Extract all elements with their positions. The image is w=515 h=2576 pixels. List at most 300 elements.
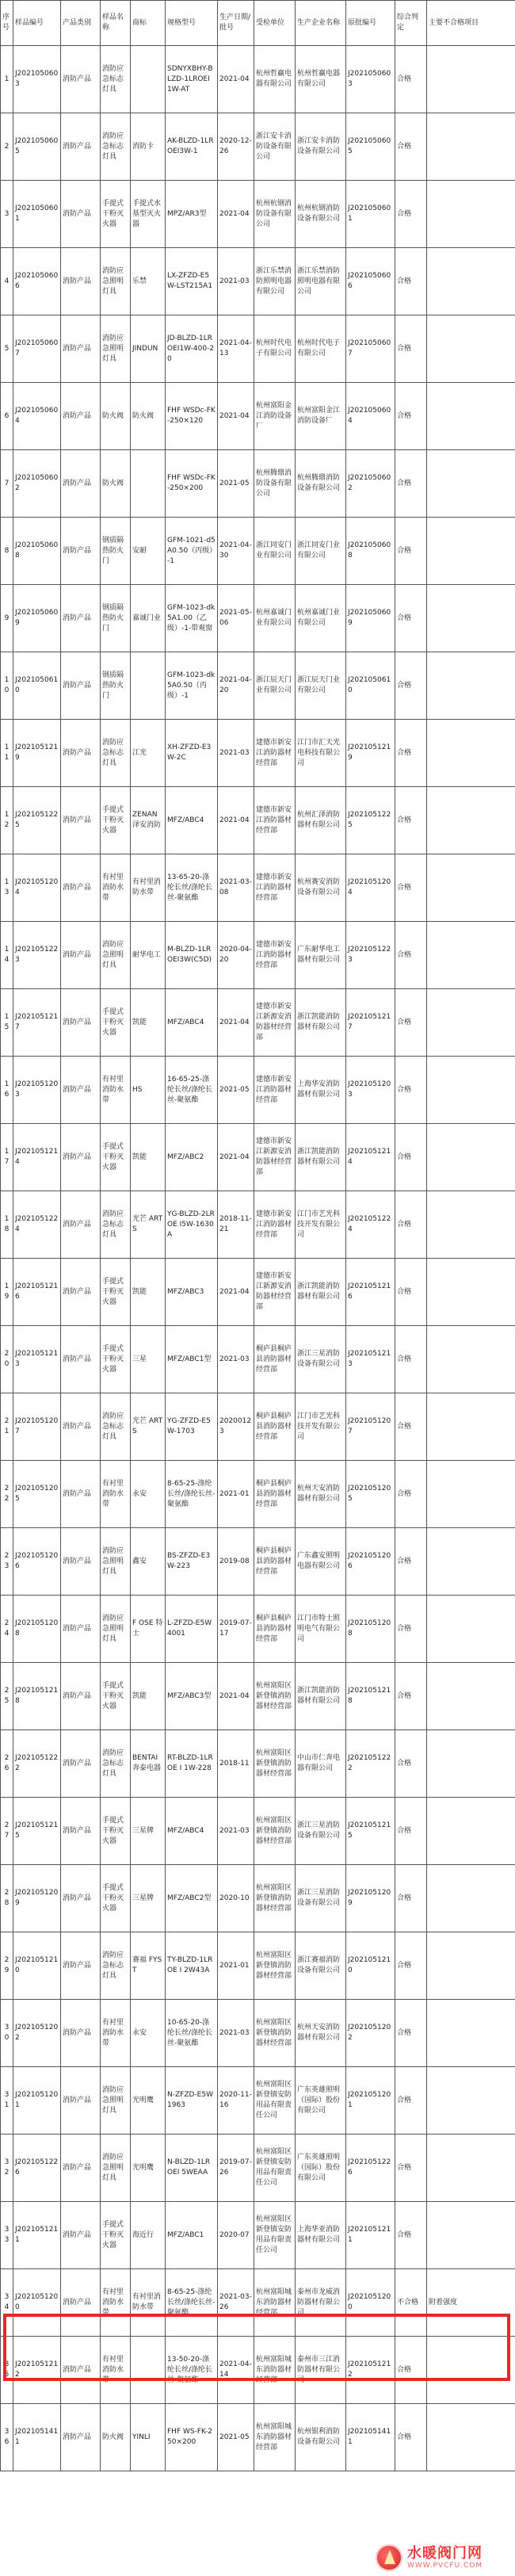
cell-production-date: 2021-03 [218,1326,254,1393]
site-watermark [376,2543,510,2573]
cell-defect-items [427,652,515,720]
cell-category: 消防产品 [61,1596,101,1663]
cell-category: 消防产品 [61,1932,101,2000]
cell-verdict: 合格 [395,248,427,315]
cell-category: 消防产品 [61,1393,101,1461]
cell-index: 32 [1,2135,13,2202]
cell-verdict: 合格 [395,989,427,1057]
cell-sample-no: J2021050601 [13,181,61,248]
table-row [1,2337,515,2404]
cell-brand: BENTAI 奔泰电器 [131,1730,166,1798]
cell-verdict: 合格 [395,1932,427,2000]
cell-manufacturer: 浙江三星消防设备有限公司 [296,1865,346,1932]
column-header: 规格型号 [166,1,218,46]
cell-defect-items [427,989,515,1057]
cell-production-date: 2021-04-20 [218,652,254,720]
cell-defect-items [427,181,515,248]
cell-model: FHF WS-FK-250×200 [166,2404,218,2471]
cell-brand: 赛福 FYST [131,1932,166,2000]
cell-manufacturer: 泰州市龙威消防器材有限公司 [296,2269,346,2337]
table-row [1,1461,515,1528]
cell-index: 22 [1,1461,13,1528]
cell-inspected-unit: 杭州杭钢消防设备有限公司 [254,181,296,248]
table-row [1,113,515,181]
cell-model: MFZ/ABC3型 [166,1663,218,1730]
cell-defect-items [427,1393,515,1461]
cell-production-date: 2020-04-20 [218,922,254,989]
column-header: 产品类别 [61,1,101,46]
cell-production-date: 2021-04 [218,46,254,113]
table-row [1,854,515,922]
table-row [1,1259,515,1326]
cell-sample-no: J2021051225 [13,787,61,854]
table-row [1,2202,515,2269]
cell-product-name: 消防应急标志灯具 [101,113,131,181]
cell-index: 34 [1,2269,13,2337]
cell-manufacturer: 江门市汇天光电科技有限公司 [296,720,346,787]
cell-inspected-unit: 浙江乐禁消防照明电器有限公司 [254,248,296,315]
cell-manufacturer: 浙江安卡消防设备有限公司 [296,113,346,181]
cell-manufacturer: 杭州哲赢电器有限公司 [296,46,346,113]
cell-index: 27 [1,1798,13,1865]
column-header: 生产企业名称 [296,1,346,46]
cell-batch-no: J2021050608 [346,518,395,585]
cell-product-name: 消防应急照明灯具 [101,248,131,315]
cell-product-name: 手提式干粉灭火器 [101,1663,131,1730]
cell-model: MFZ/ABC1型 [166,1326,218,1393]
cell-category: 消防产品 [61,315,101,383]
cell-verdict: 合格 [395,2404,427,2471]
cell-defect-items [427,787,515,854]
cell-verdict: 不合格 [395,2269,427,2337]
cell-index: 1 [1,46,13,113]
cell-category: 消防产品 [61,46,101,113]
cell-defect-items [427,1798,515,1865]
column-header: 主要不合格项目 [427,1,515,46]
cell-index: 16 [1,1057,13,1124]
cell-category: 消防产品 [61,1191,101,1259]
cell-verdict: 合格 [395,1865,427,1932]
table-row [1,1932,515,2000]
table-row [1,1191,515,1259]
cell-manufacturer: 杭州银利消防设备有限公司 [296,2404,346,2471]
cell-product-name: 消防应急标志灯具 [101,46,131,113]
cell-model: N-BLZD-1LROEI 5WEAA [166,2135,218,2202]
cell-inspected-unit: 建德市新安江消防器材经营部 [254,1191,296,1259]
cell-index: 21 [1,1393,13,1461]
cell-defect-items [427,2404,515,2471]
cell-batch-no: J2021051203 [346,1057,395,1124]
cell-batch-no: J2021050603 [346,46,395,113]
cell-sample-no: J2021051204 [13,854,61,922]
cell-production-date: 20200123 [218,1393,254,1461]
cell-defect-items [427,46,515,113]
cell-model: YG-ZFZD-E5W-1703 [166,1393,218,1461]
cell-manufacturer: 浙江凯能消防器材有限公司 [296,1124,346,1191]
cell-sample-no: J2021051206 [13,1528,61,1596]
table-row [1,2135,515,2202]
cell-brand: 凯能 [131,1259,166,1326]
cell-verdict: 合格 [395,1528,427,1596]
cell-production-date: 2021-03 [218,720,254,787]
cell-product-name: 钢质隔热防火门 [101,652,131,720]
cell-verdict: 合格 [395,1393,427,1461]
cell-batch-no: J2021051224 [346,1191,395,1259]
cell-index: 9 [1,585,13,652]
cell-manufacturer: 广东耐华电工器材有限公司 [296,922,346,989]
cell-batch-no: J2021050602 [346,450,395,518]
cell-production-date: 2020-11-16 [218,2067,254,2135]
cell-category: 消防产品 [61,989,101,1057]
cell-inspected-unit: 建德市新安江消防器材经营部 [254,720,296,787]
cell-batch-no: J2021051215 [346,1798,395,1865]
cell-index: 33 [1,2202,13,2269]
cell-defect-items [427,383,515,450]
table-row [1,1326,515,1393]
cell-category: 消防产品 [61,2067,101,2135]
cell-index: 12 [1,787,13,854]
cell-defect-items [427,518,515,585]
cell-sample-no: J2021051217 [13,989,61,1057]
cell-verdict: 合格 [395,922,427,989]
cell-production-date: 2021-05-06 [218,585,254,652]
cell-batch-no: J2021051201 [346,2067,395,2135]
cell-brand: 光明鹰 [131,2135,166,2202]
cell-brand: 光芒 ARTS [131,1191,166,1259]
cell-inspected-unit: 建德市新安江新源安消防器材经营部 [254,989,296,1057]
cell-model: GFM-1023-dk5A0.50（丙级）-1 [166,652,218,720]
table-row [1,1057,515,1124]
cell-production-date: 2021-04 [218,1663,254,1730]
cell-verdict: 合格 [395,181,427,248]
cell-batch-no: J2021051214 [346,1124,395,1191]
cell-product-name: 消防应急照明灯具 [101,1528,131,1596]
cell-defect-items [427,315,515,383]
cell-index: 19 [1,1259,13,1326]
table-row [1,922,515,989]
cell-defect-items [427,450,515,518]
table-row [1,2269,515,2337]
cell-production-date: 2021-04-13 [218,315,254,383]
column-header: 受检单位 [254,1,296,46]
cell-category: 消防产品 [61,652,101,720]
cell-batch-no: J2021051212 [346,2337,395,2404]
cell-brand: 三星牌 [131,1865,166,1932]
cell-index: 18 [1,1191,13,1259]
cell-brand: 江光 [131,720,166,787]
column-header: 样品编号 [13,1,61,46]
table-row [1,248,515,315]
cell-sample-no: J2021051202 [13,2000,61,2067]
cell-inspected-unit: 杭州富阳城东消防器材经营部 [254,2269,296,2337]
cell-batch-no: J2021051209 [346,1865,395,1932]
cell-category: 消防产品 [61,1663,101,1730]
cell-verdict: 合格 [395,1259,427,1326]
cell-batch-no: J2021051211 [346,2202,395,2269]
cell-category: 消防产品 [61,2337,101,2404]
cell-inspected-unit: 建德市新安江新源安消防器材经营部 [254,1259,296,1326]
cell-inspected-unit: 杭州富阳城东消防器材经营部 [254,2337,296,2404]
cell-defect-items [427,1663,515,1730]
cell-brand: 凯能 [131,989,166,1057]
cell-batch-no: J2021050606 [346,248,395,315]
cell-defect-items [427,1057,515,1124]
cell-defect-items [427,720,515,787]
table-row [1,2000,515,2067]
column-header: 生产日期/批号 [218,1,254,46]
table-row [1,1663,515,1730]
cell-verdict: 合格 [395,1663,427,1730]
cell-verdict: 合格 [395,1057,427,1124]
cell-inspected-unit: 桐庐县桐庐县消防器材经营部 [254,1596,296,1663]
cell-sample-no: J2021050610 [13,652,61,720]
cell-manufacturer: 杭州时代电子有限公司 [296,315,346,383]
cell-model: JD-BLZD-1LROEI1W-400-20 [166,315,218,383]
table-row [1,1393,515,1461]
cell-sample-no: J2021051222 [13,1730,61,1798]
watermark-text [407,2546,483,2570]
column-header: 序号 [1,1,13,46]
cell-inspected-unit: 杭州腾鼎消防设备有限公司 [254,450,296,518]
cell-manufacturer: 江门市特士照明电气有限公司 [296,1596,346,1663]
cell-index: 10 [1,652,13,720]
cell-brand [131,46,166,113]
cell-product-name: 消防应急照明灯具 [101,2067,131,2135]
cell-brand: 嘉诚门业 [131,585,166,652]
cell-category: 消防产品 [61,518,101,585]
cell-production-date: 2021-05 [218,450,254,518]
cell-inspected-unit: 建德市新安江新源安消防器材经营部 [254,1124,296,1191]
cell-model: AK-BLZD-1LROEI3W-1 [166,113,218,181]
cell-category: 消防产品 [61,1461,101,1528]
cell-inspected-unit: 建德市新安江消防器材经营部 [254,854,296,922]
cell-category: 消防产品 [61,922,101,989]
cell-sample-no: J2021051209 [13,1865,61,1932]
cell-manufacturer: 浙江三星消防设备有限公司 [296,1326,346,1393]
cell-defect-items [427,1596,515,1663]
header-row [1,1,515,46]
cell-production-date: 2019-08 [218,1528,254,1596]
table-row [1,1798,515,1865]
column-header: 样品名称 [101,1,131,46]
cell-category: 消防产品 [61,2135,101,2202]
table-row [1,652,515,720]
cell-sample-no: J2021050604 [13,383,61,450]
cell-model: FHF WSDc-FK-250×200 [166,450,218,518]
cell-manufacturer: 浙江同安门业有限公司 [296,518,346,585]
cell-production-date: 2018-11-21 [218,1191,254,1259]
cell-defect-items [427,2000,515,2067]
cell-sample-no: J2021051211 [13,2202,61,2269]
cell-sample-no: J2021051207 [13,1393,61,1461]
cell-product-name: 手提式干粉灭火器 [101,181,131,248]
cell-brand: 海近行 [131,2202,166,2269]
cell-verdict: 合格 [395,2000,427,2067]
cell-verdict: 合格 [395,2135,427,2202]
cell-sample-no: J2021051213 [13,1326,61,1393]
cell-category: 消防产品 [61,787,101,854]
cell-brand: 防火阀 [131,383,166,450]
cell-production-date: 2021-03 [218,248,254,315]
cell-batch-no: J2021051219 [346,720,395,787]
cell-index: 17 [1,1124,13,1191]
cell-inspected-unit: 杭州哲赢电器有限公司 [254,46,296,113]
cell-batch-no: J2021050607 [346,315,395,383]
cell-batch-no: J2021051225 [346,787,395,854]
cell-manufacturer: 浙江凯能消防器材有限公司 [296,1663,346,1730]
cell-production-date: 2021-04 [218,1259,254,1326]
cell-model: MFZ/ABC4 [166,989,218,1057]
cell-product-name: 手提式干粉灭火器 [101,989,131,1057]
cell-batch-no: J2021050601 [346,181,395,248]
table-row [1,383,515,450]
cell-production-date: 2020-12-26 [218,113,254,181]
cell-brand: 鑫安 [131,1528,166,1596]
cell-production-date: 2018-11 [218,1730,254,1798]
cell-production-date: 2019-07-17 [218,1596,254,1663]
cell-brand: 有衬里消防水带 [131,2269,166,2337]
column-header: 商标 [131,1,166,46]
cell-inspected-unit: 桐庐县桐庐县消防器材经营部 [254,1393,296,1461]
cell-verdict: 合格 [395,854,427,922]
cell-inspected-unit: 浙江同安门业有限公司 [254,518,296,585]
cell-index: 24 [1,1596,13,1663]
cell-verdict: 合格 [395,518,427,585]
cell-verdict: 合格 [395,46,427,113]
cell-inspected-unit: 杭州富阳区新登镇消防器材经营部 [254,2000,296,2067]
cell-manufacturer: 上海华安消防器材有限公司 [296,1057,346,1124]
cell-index: 11 [1,720,13,787]
cell-manufacturer: 江门市艺光科技开发有限公司 [296,1191,346,1259]
cell-sample-no: J2021051226 [13,2135,61,2202]
cell-product-name: 防火阀 [101,383,131,450]
cell-product-name: 有衬里消防水带 [101,2337,131,2404]
cell-category: 消防产品 [61,585,101,652]
cell-inspected-unit: 杭州富阳金江消防设备厂 [254,383,296,450]
cell-category: 消防产品 [61,248,101,315]
cell-inspected-unit: 杭州富阳区新登镇消防器材经营部 [254,1932,296,2000]
cell-verdict: 合格 [395,1596,427,1663]
cell-category: 消防产品 [61,113,101,181]
cell-production-date: 2021-03 [218,1798,254,1865]
cell-manufacturer: 浙江凯能消防器材有限公司 [296,1259,346,1326]
cell-defect-items [427,1326,515,1393]
cell-defect-items [427,248,515,315]
cell-product-name: 手提式干粉灭火器 [101,1798,131,1865]
cell-verdict: 合格 [395,585,427,652]
cell-production-date: 2021-04 [218,787,254,854]
cell-brand: 手提式水基型灭火器 [131,181,166,248]
cell-model: MFZ/ABC3 [166,1259,218,1326]
cell-model: LX-ZFZD-E5W-LST215A1 [166,248,218,315]
cell-production-date: 2021-03 [218,2000,254,2067]
cell-defect-items [427,1730,515,1798]
cell-sample-no: J2021050606 [13,248,61,315]
cell-batch-no: J2021050609 [346,585,395,652]
cell-batch-no: J2021051217 [346,989,395,1057]
cell-defect-items [427,585,515,652]
cell-manufacturer: 浙江乐禁消防照明电器有限公司 [296,248,346,315]
cell-category: 消防产品 [61,854,101,922]
table-row [1,989,515,1057]
cell-defect-items [427,2202,515,2269]
cell-manufacturer: 浙江赛福消防设备有限公司 [296,1932,346,2000]
cell-inspected-unit: 杭州富阳区新登镇消防器材经营部 [254,1663,296,1730]
column-header: 原批编号 [346,1,395,46]
cell-manufacturer: 杭州杭钢消防设备有限公司 [296,181,346,248]
cell-product-name: 手提式干粉灭火器 [101,787,131,854]
cell-batch-no: J2021050604 [346,383,395,450]
cell-product-name: 消防应急标志灯具 [101,1730,131,1798]
cell-batch-no: J2021050605 [346,113,395,181]
cell-manufacturer: 上海华亚消防器材有限公司 [296,2202,346,2269]
cell-inspected-unit: 桐庐县桐庐县消防器材经营部 [254,1326,296,1393]
cell-inspected-unit: 杭州富阳城东消防器材经营部 [254,2404,296,2471]
cell-batch-no: J2021051210 [346,1932,395,2000]
cell-index: 23 [1,1528,13,1596]
cell-verdict: 合格 [395,113,427,181]
cell-index: 4 [1,248,13,315]
cell-batch-no: J2021051200 [346,2269,395,2337]
cell-category: 消防产品 [61,2202,101,2269]
table-row [1,1865,515,1932]
cell-manufacturer: 中山市仁奔电器有限公司 [296,1730,346,1798]
cell-product-name: 钢质隔热防火门 [101,518,131,585]
cell-category: 消防产品 [61,1798,101,1865]
cell-manufacturer: 浙江凯能消防器材有限公司 [296,989,346,1057]
cell-brand: 安耐 [131,518,166,585]
cell-product-name: 消防应急照明灯具 [101,315,131,383]
cell-verdict: 合格 [395,787,427,854]
cell-batch-no: J2021051226 [346,2135,395,2202]
cell-defect-items [427,1461,515,1528]
cell-category: 消防产品 [61,720,101,787]
cell-brand: 光明鹰 [131,2067,166,2135]
cell-batch-no: J2021051218 [346,1663,395,1730]
cell-category: 消防产品 [61,383,101,450]
cell-product-name: 钢质隔热防火门 [101,585,131,652]
cell-batch-no: J2021051223 [346,922,395,989]
cell-manufacturer: 广东英雄照明（国际）股份有限公司 [296,2067,346,2135]
cell-model: MFZ/ABC2型 [166,1865,218,1932]
table-row [1,720,515,787]
cell-sample-no: J2021050608 [13,518,61,585]
cell-production-date: 2021-04-14 [218,2337,254,2404]
cell-product-name: 消防应急照明灯具 [101,2135,131,2202]
cell-production-date: 2019-07-26 [218,2135,254,2202]
cell-inspected-unit: 杭州富阳区新登镇安防用品有限责任公司 [254,2202,296,2269]
cell-model: 8-65-25-涤纶长丝/涤纶长丝-聚氨酯 [166,2269,218,2337]
cell-verdict: 合格 [395,2067,427,2135]
cell-defect-items [427,1259,515,1326]
cell-brand [131,652,166,720]
cell-defect-items [427,1191,515,1259]
cell-manufacturer: 泰州市三江消防器材有限公司 [296,2337,346,2404]
cell-brand: 三星牌 [131,1798,166,1865]
cell-defect-items: 附着强度 [427,2269,515,2337]
table-row [1,46,515,113]
cell-model: MFZ/ABC2 [166,1124,218,1191]
cell-brand: 永安 [131,1461,166,1528]
cell-manufacturer: 广东英雄照明（国际）股份有限公司 [296,2135,346,2202]
cell-category: 消防产品 [61,2404,101,2471]
cell-index: 31 [1,2067,13,2135]
cell-production-date: 2021-04-30 [218,518,254,585]
cell-sample-no: J2021051201 [13,2067,61,2135]
cell-verdict: 合格 [395,315,427,383]
table-row [1,315,515,383]
cell-manufacturer: 杭州腾鼎消防设备有限公司 [296,450,346,518]
